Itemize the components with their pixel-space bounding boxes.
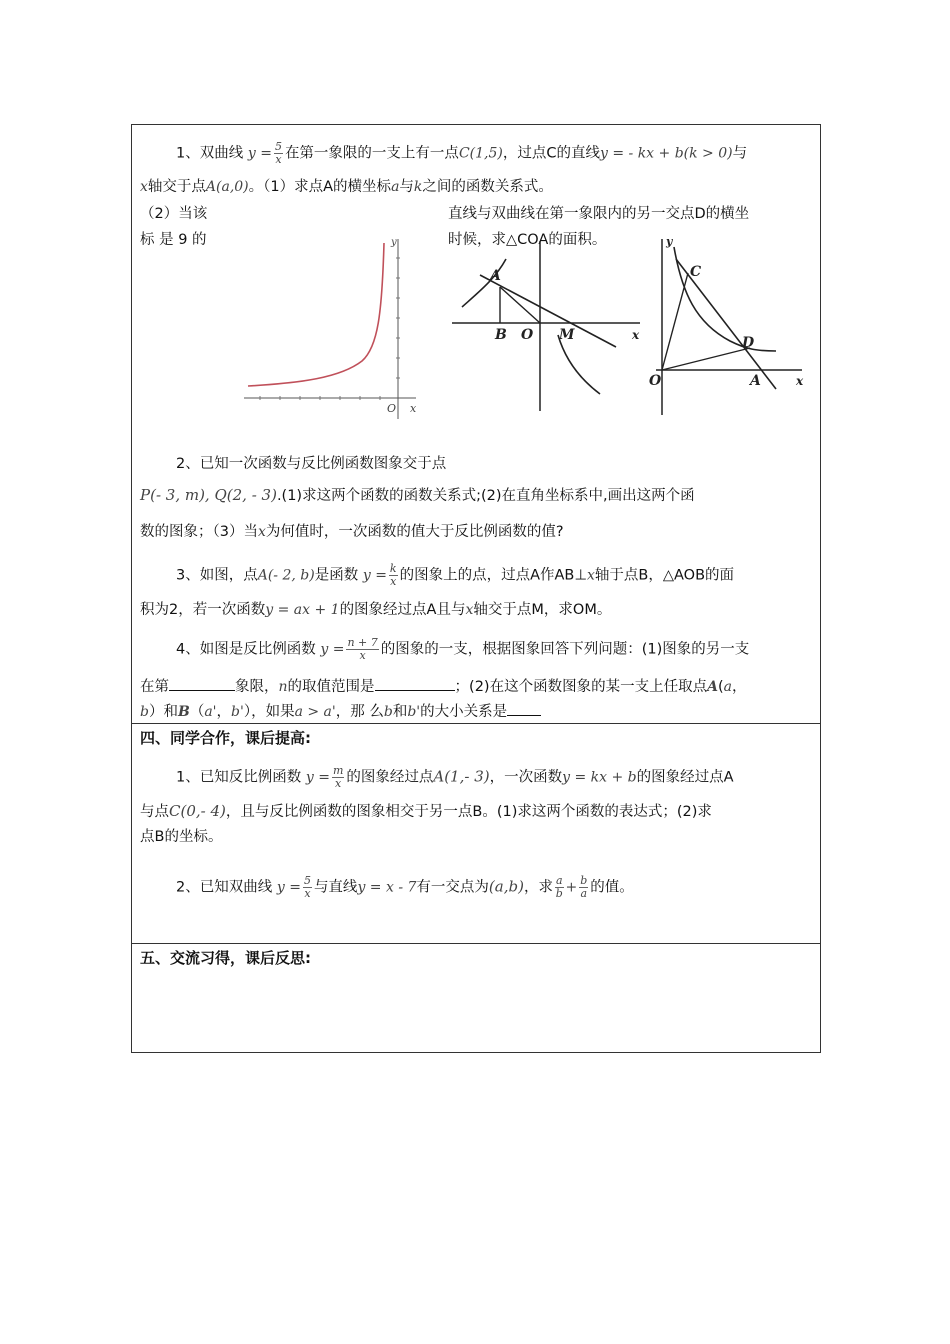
figure-triangle-COA xyxy=(646,233,818,425)
fig2-point-b: B xyxy=(495,327,507,343)
fig3-origin: O xyxy=(649,373,662,389)
q4-line2: 在第 象限，n的取值范围是 ；(2)在这个函数图象的某一支上任取点A(a， xyxy=(140,676,746,696)
fig1-origin-label: O xyxy=(387,402,397,415)
figure-hyperbola-line-ABO xyxy=(450,239,650,414)
q3-line2: 积为2，若一次函数y = ax + 1的图象经过点A且与x轴交于点M，求OM。 xyxy=(140,602,612,618)
q1-right-col-2: 时候，求△COA的面积。 xyxy=(448,232,607,248)
q1-line2: x轴交于点A(a,0)。（1）求点A的横坐标a与k之间的函数关系式。 xyxy=(140,179,553,195)
section4-title: 四、同学合作，课后提高: xyxy=(140,729,311,747)
q2-line2: P(- 3, m), Q(2, - 3).(1)求这两个函数的函数关系式;(2)在直角坐标系中,画出这两个函 xyxy=(140,486,695,504)
fig2-point-m: M xyxy=(559,327,575,343)
q1-right-col-1: 直线与双曲线在第一象限内的另一交点D的横坐 xyxy=(448,206,750,222)
s4-q1-line2: 与点C(0,- 4)，且与反比例函数的图象相交于另一点B。(1)求这两个函数的表达式；(2)求 xyxy=(140,802,712,820)
s4-q1-line3: 点B的坐标。 xyxy=(140,829,223,845)
s4-q1-line1: 1、已知反比例函数 y = $\frac{m}{x}$ 的图象经过点A(1,- 3)，一次函数y = kx + b的图象经过点A xyxy=(176,764,734,790)
s4-q2-line1: 2、已知双曲线 y = $\frac{5}{x}$ 与直线y = x - 7有一交点为(a,b)，求 $\frac{a}{b}$ + $\frac{b}{a}$ 的值。 xyxy=(176,874,634,900)
fig3-point-c: C xyxy=(690,264,702,280)
q2-line1: 2、已知一次函数与反比例函数图象交于点 xyxy=(176,456,447,472)
fig1-y-label: y xyxy=(391,237,397,248)
q1-left-col-1: （2）当该 xyxy=(140,206,208,222)
q1-left-col-2: 标 是 9 的 xyxy=(140,232,207,248)
divider-section4 xyxy=(132,723,820,724)
q4-range-blank[interactable] xyxy=(375,676,455,691)
q4-line1: 4、如图是反比例函数 y = $\frac{n + 7}{x}$ 的图象的一支，根据图象回答下列问题：(1)图象的另一支 xyxy=(176,636,750,662)
divider-section5 xyxy=(132,943,820,944)
q4-relation-blank[interactable] xyxy=(507,701,541,716)
fig1-x-label: x xyxy=(410,402,417,415)
worksheet-table xyxy=(131,124,821,1053)
q3-line1: 3、如图，点A(- 2, b)是函数 y = $\frac{k}{x}$ 的图象上的点，过点A作AB⊥x轴于点B，△AOB的面 xyxy=(176,562,735,588)
q1-line1: 1、双曲线 y = $\frac{5}{x}$ 在第一象限的一支上有一点C(1,5)，过点C的直线y = - kx + b(k > 0)与 xyxy=(176,140,748,166)
fig3-point-d: D xyxy=(742,335,755,351)
q4-line3: b）和B（a'，b'），如果a > a'，那 么b和b'的大小关系是 xyxy=(140,701,541,721)
fig3-y-label: y xyxy=(666,235,673,248)
section5-title: 五、交流习得，课后反思: xyxy=(140,949,311,967)
figure-hyperbola-branch xyxy=(240,233,420,423)
fig2-origin: O xyxy=(521,327,534,343)
q4-quadrant-blank[interactable] xyxy=(169,676,235,691)
q2-line3: 数的图象；（3）当x为何值时，一次函数的值大于反比例函数的值? xyxy=(140,524,564,540)
fig3-point-a: A xyxy=(750,373,761,389)
fig2-point-a: A xyxy=(490,268,501,284)
fig2-x-label: x xyxy=(632,328,640,342)
fig3-x-label: x xyxy=(796,374,804,388)
